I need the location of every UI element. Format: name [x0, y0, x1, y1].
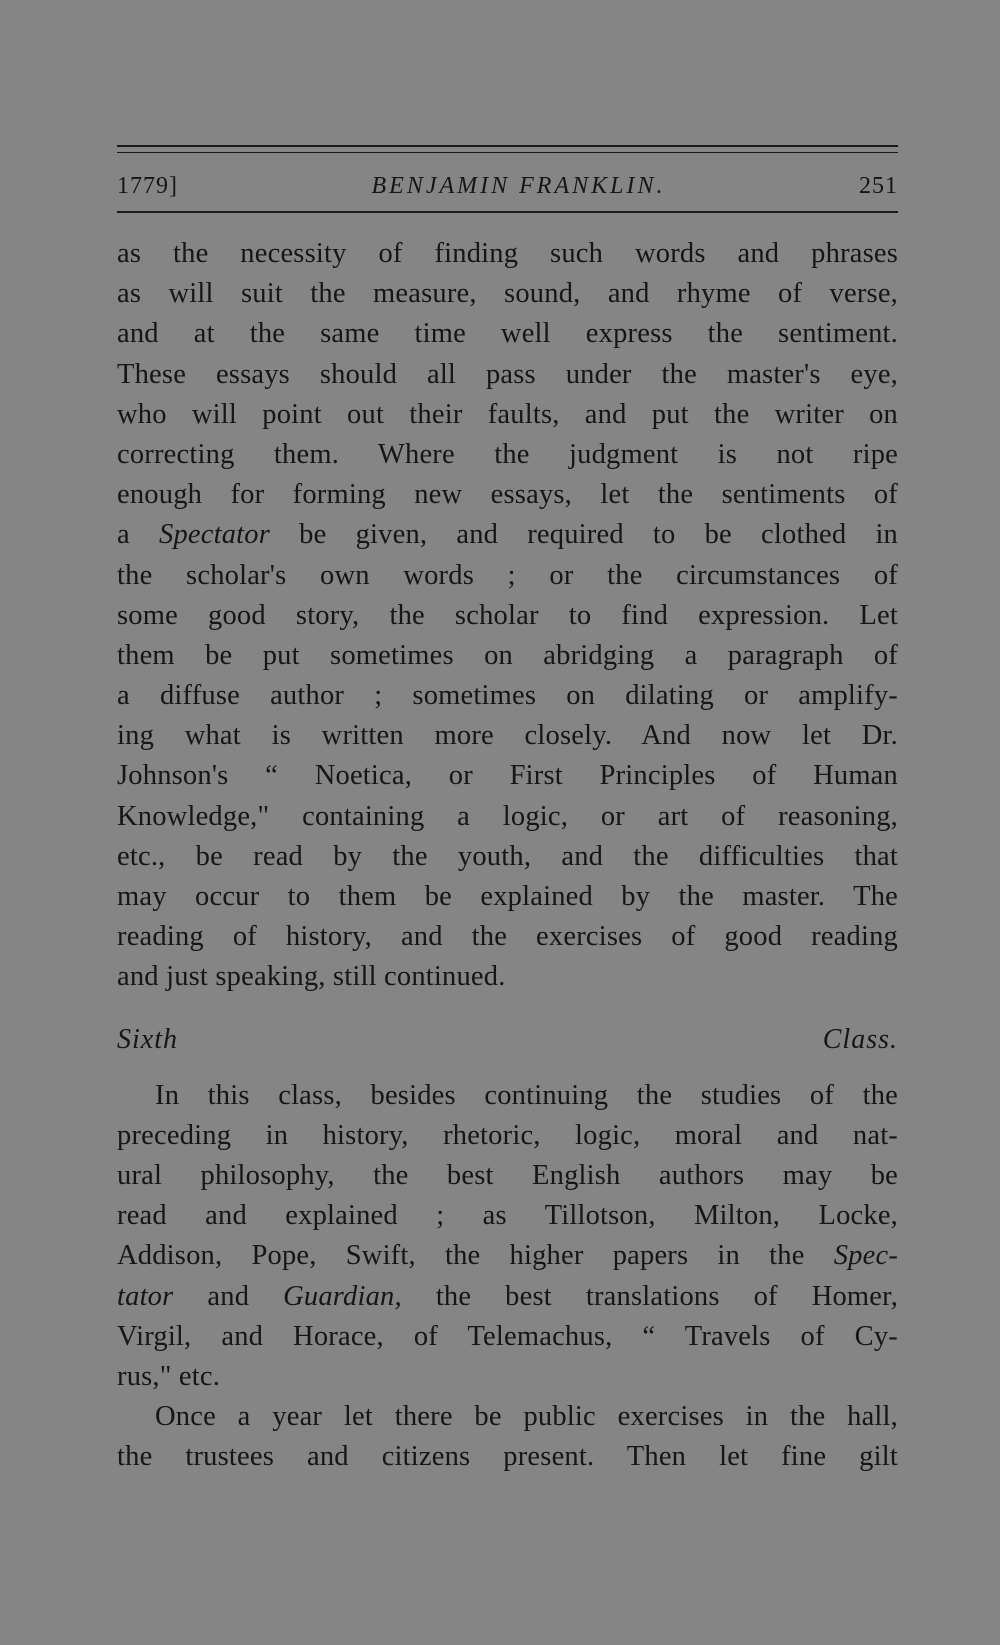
italic-title-spectator: Spectator: [159, 519, 271, 551]
book-page: [117, 145, 898, 1477]
text-line: [117, 1236, 898, 1276]
text-line: them be put sometimes on abridging a paragraph of: [117, 639, 898, 671]
text-line: read and explained ; as Tillotson, Milton, Locke,: [117, 1200, 898, 1232]
text-fragment: a: [117, 519, 130, 551]
text-line: a diffuse author ; sometimes on dilating or amplify-: [117, 680, 898, 712]
text-line: ing what is written more closely. And now let Dr.: [117, 720, 898, 752]
text-line: rus," etc.: [117, 1360, 221, 1392]
text-line: etc., be read by the youth, and the difficulties that: [117, 840, 898, 872]
text-line: Virgil, and Horace, of Telemachus, “ Travels of Cy-: [117, 1320, 898, 1352]
text-line: reading of history, and the exercises of good reading: [117, 921, 898, 953]
text-line: as the necessity of finding such words and phrases: [117, 238, 898, 269]
text-line: preceding in history, rhetoric, logic, moral and nat-: [117, 1119, 898, 1151]
body-text: [117, 234, 898, 1477]
text-line: [117, 515, 898, 555]
section-heading: Sixth Class.: [117, 1023, 898, 1055]
italic-title-spectator-end: tator: [117, 1280, 174, 1312]
text-line: and just speaking, still continued.: [117, 961, 506, 993]
text-line: Once a year let there be public exercises in the hall,: [155, 1401, 898, 1433]
text-line: as will suit the measure, sound, and rhyme of verse,: [117, 278, 898, 310]
text-line: may occur to them be explained by the master. The: [117, 881, 898, 912]
text-line: Knowledge," containing a logic, or art of reasoning,: [117, 800, 898, 832]
header-top-rule: [117, 145, 898, 153]
italic-title-spectator: Spec-: [833, 1240, 898, 1272]
page-number: 251: [858, 173, 898, 199]
text-line: ural philosophy, the best English authors may be: [117, 1159, 898, 1191]
text-line: enough for forming new essays, let the sentiments of: [117, 479, 898, 511]
text-fragment: be given, and required to be clothed in: [299, 519, 898, 551]
text-line: and at the same time well express the sentiment.: [117, 318, 898, 350]
header-year: 1779]: [117, 173, 178, 199]
text-fragment: Addison, Pope, Swift, the higher papers in the: [117, 1240, 805, 1272]
text-line: the scholar's own words ; or the circumstances of: [117, 559, 898, 591]
text-line: correcting them. Where the judgment is not ripe: [117, 438, 898, 470]
text-line: [117, 1277, 898, 1317]
running-head: [117, 171, 898, 201]
text-line: who will point out their faults, and put the writer on: [117, 398, 898, 430]
text-line: In this class, besides continuing the studies of the: [155, 1079, 898, 1111]
text-fragment: and: [207, 1280, 250, 1312]
text-fragment: the best translations of Homer,: [435, 1280, 898, 1312]
header-title: BENJAMIN FRANKLIN.: [371, 173, 666, 199]
text-line: the trustees and citizens present. Then let fine gilt: [117, 1441, 898, 1473]
text-line: Johnson's “ Noetica, or First Principles of Human: [117, 760, 898, 792]
italic-title-guardian: Guardian,: [283, 1280, 402, 1312]
text-line: some good story, the scholar to find expression. Let: [117, 599, 898, 631]
text-line: These essays should all pass under the master's eye,: [117, 358, 898, 390]
header-bottom-rule: [117, 211, 898, 213]
